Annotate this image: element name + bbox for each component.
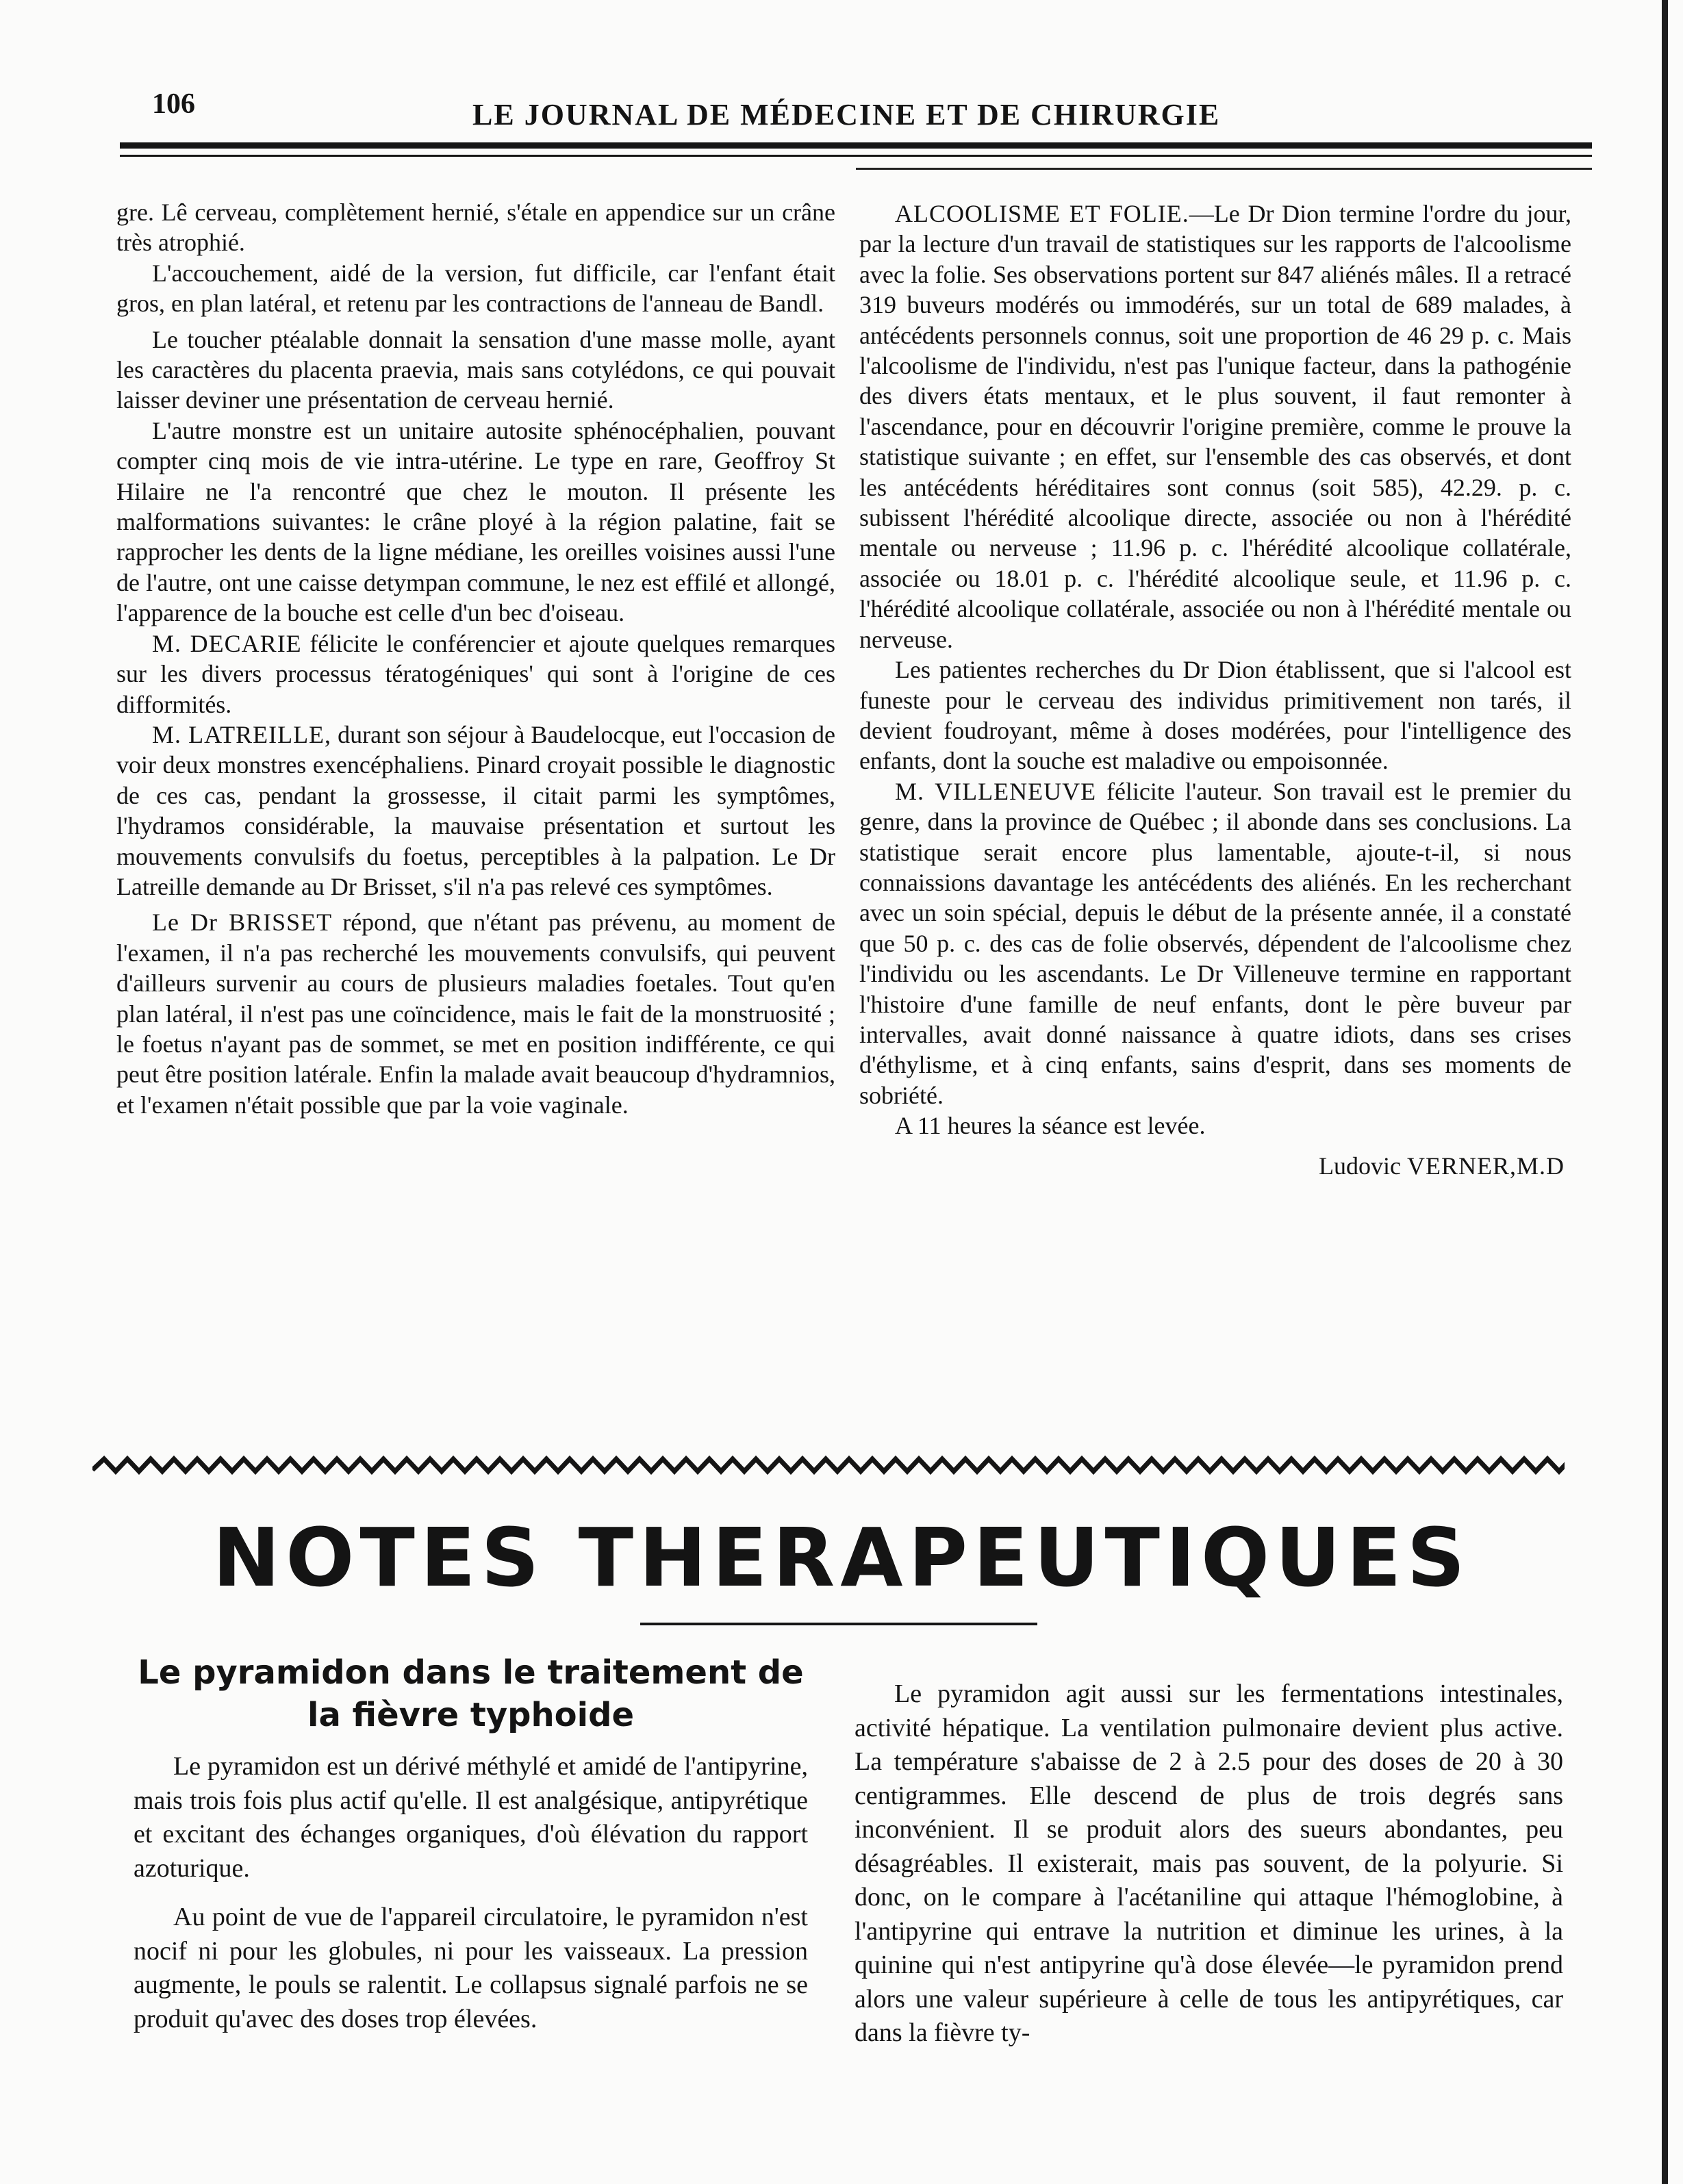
header-rule-thin	[120, 155, 1592, 157]
article-title: Le pyramidon dans le traitement de la fièvre typhoide	[138, 1653, 804, 1734]
wavy-divider	[92, 1455, 1565, 1475]
paragraph	[116, 907, 835, 1120]
header-rule-right	[856, 168, 1592, 170]
page-edge-shadow	[1662, 0, 1668, 2184]
section-title-rule	[640, 1623, 1037, 1625]
speaker-name: M. DECARIE	[152, 629, 302, 657]
paragraph	[859, 776, 1571, 1110]
header-rule-thick	[120, 142, 1592, 149]
speaker-name: Le Dr BRISSET	[152, 909, 333, 937]
top-left-column	[116, 197, 835, 1416]
paragraph: Les patientes recherches du Dr Dion établissent, que si l'alcool est funeste pour le cerveau des individus primitivement non tarés, il devient foudroyant, même à doses modérées, pour l'intelligence des enfants, dont la souche est maladive ou empoisonnée.	[859, 656, 1571, 775]
paragraph: A 11 heures la séance est levée.	[895, 1112, 1206, 1140]
paragraph	[116, 628, 835, 720]
paragraph-text: répond, que n'étant pas prévenu, au moment de l'examen, il n'a pas recherché les mouvements convulsifs, qui peuvent d'ailleurs survenir au cours de plusieurs maladies foetales. Tout qu'en plan latéral, il n'est pas une coïncidence, mais le fait de la monstruosité ; le foetus n'ayant pas de sommet, se met en position indifférente, ce qui peut être position latérale. Enfin la malade avait beaucoup d'hydramnios, et l'examen n'était possible que par la voie vaginale.	[116, 909, 835, 1119]
paragraph: Le pyramidon agit aussi sur les fermentations intestinales, activité hépatique. La ventilation pulmonaire devient plus active. La température s'abaisse de 2 à 2.5 pour des doses de 20 à 30 centigrammes. Elle descend de plus de trois degrés sans inconvénient. Il se produit alors des sueurs abondantes, peu désagréables. Il existerait, mais pas souvent, de la polyurie. Si donc, on le compare à l'acétaniline qui attaque l'hémoglobine, à l'antipyrine qui entrave la nutrition et diminue les urines, à la quinine qui n'est antipyrine qu'à dose élevée—le pyramidon prend alors une valeur supérieure à celle de tous les antipyrétiques, car dans la fièvre ty-	[855, 1679, 1563, 2047]
paragraph	[859, 199, 1571, 655]
paragraph: Le pyramidon est un dérivé méthylé et amidé de l'antipyrine, mais trois fois plus actif qu'elle. Il est analgésique, antipyrétique et excitant des échanges organiques, d'où élévation du rapport azoturique.	[134, 1752, 808, 1883]
paragraph	[116, 720, 835, 902]
signature	[859, 1151, 1571, 1181]
paragraph: L'accouchement, aidé de la version, fut difficile, car l'enfant était gros, en plan latéral, et retenu par les contractions de l'anneau de Bandl.	[116, 259, 835, 318]
paragraph: Le toucher ptéalable donnait la sensation d'une masse molle, ayant les caractères du placenta praevia, mais sans cotylédons, ce qui pouvait laisser deviner une présentation de cerveau hernié.	[116, 325, 835, 414]
paragraph-text: félicite le conférencier et ajoute quelques remarques sur les divers processus tératogéniques' qui sont à l'origine de ces difformités.	[116, 629, 835, 718]
paragraph-text: durant son séjour à Baudelocque, eut l'occasion de voir deux monstres exencéphaliens. Pinard croyait possible le diagnostic de ces cas, pendant la grossesse, il citait parmi les symptômes, l'hydramos considérable, la mauvaise présentation et surtout les mouvements convulsifs du foetus, perceptibles à la palpation. Le Dr Latreille demande au Dr Brisset, s'il n'a pas relevé ces symptômes.	[116, 720, 835, 900]
section-heading-inline: ALCOOLISME ET FOLIE.	[895, 200, 1189, 227]
paragraph: L'autre monstre est un unitaire autosite sphénocéphalien, pouvant compter cinq mois de vie intra-utérine. Le type en rare, Geoffroy St Hilaire ne l'a rencontré que chez le mouton. Il présente les malformations suivantes: le crâne ployé à la région palatine, fait se rapprocher les dents de la ligne médiane, les oreilles voisines aussi l'une de l'autre, ont une caisse detympan commune, le nez est effilé et allongé, l'apparence de la bouche est celle d'un bec d'oiseau.	[116, 416, 835, 627]
paragraph: gre. Lê cerveau, complètement hernié, s'étale en appendice sur un crâne très atrophié.	[116, 199, 835, 257]
paragraph-text: —Le Dr Dion termine l'ordre du jour, par la lecture d'un travail de statistiques sur les rapports de l'alcoolisme avec la folie. Ses observations portent sur 847 aliénés mâles. Il a retracé 319 buveurs modérés ou immodérés, sur un total de 689 malades, à antécédents personnels connus, soit une proportion de 46 29 p. c. Mais l'alcoolisme de l'individu, n'est pas l'unique facteur, dans la pathogénie des divers états mentaux, et le plus souvent, il faut remonter à l'ascendance, pour en découvrir l'origine première, comme le prouve la statistique suivante ; en effet, sur l'ensemble des cas observés, et dont les antécédents héréditaires sont connus (soit 585), 42.29. p. c. subissent l'hérédité alcoolique directe, associée ou non à l'hérédité mentale ou nerveuse ; 11.96 p. c. l'hérédité alcoolique collatérale, associée ou 18.01 p. c. l'hérédité alcoolique seule, et 11.96 p. c. l'hérédité alcoolique collatérale, associée ou non à l'hérédité mentale ou nerveuse.	[859, 200, 1571, 653]
signature-first-name: Ludovic	[1319, 1152, 1407, 1180]
article-left-column	[134, 1651, 808, 2035]
speaker-name: M. LATREILLE,	[152, 720, 332, 748]
top-right-column	[859, 199, 1571, 1424]
signature-last-name: VERNER,M.D	[1406, 1152, 1565, 1180]
speaker-name: M. VILLENEUVE	[895, 777, 1097, 805]
running-title: LE JOURNAL DE MÉDECINE ET DE CHIRURGIE	[472, 98, 1221, 131]
page-number: 106	[152, 88, 195, 120]
paragraph: Au point de vue de l'appareil circulatoire, le pyramidon n'est nocif ni pour les globules, ni pour les vaisseaux. La pression augmente, le pouls se ralentit. Le collapsus signalé parfois ne se produit qu'avec des doses trop élevées.	[134, 1903, 808, 2033]
page-header	[0, 0, 1683, 178]
article-right-column	[855, 1677, 1563, 2061]
paragraph-text: félicite l'auteur. Son travail est le premier du genre, dans la province de Québec ; il abonde dans ses conclusions. La statistique serait encore plus lamentable, ajoute-t-il, si nous connaissions davantage les antécédents des aliénés. En les recherchant avec un soin spécial, depuis le début de la présente année, il a constaté que 50 p. c. des cas de folie observés, dépendent de l'alcoolisme chez l'individu ou les ascendants. Le Dr Villeneuve termine en rapportant l'histoire d'une famille de neuf enfants, dont le père buveur par intervalles, avait donné naissance à quatre idiots, dans ses crises d'éthylisme, et à cinq enfants, sains d'esprit, dans ses moments de sobriété.	[859, 777, 1571, 1109]
section-title: NOTES THERAPEUTIQUES	[212, 1510, 1471, 1605]
